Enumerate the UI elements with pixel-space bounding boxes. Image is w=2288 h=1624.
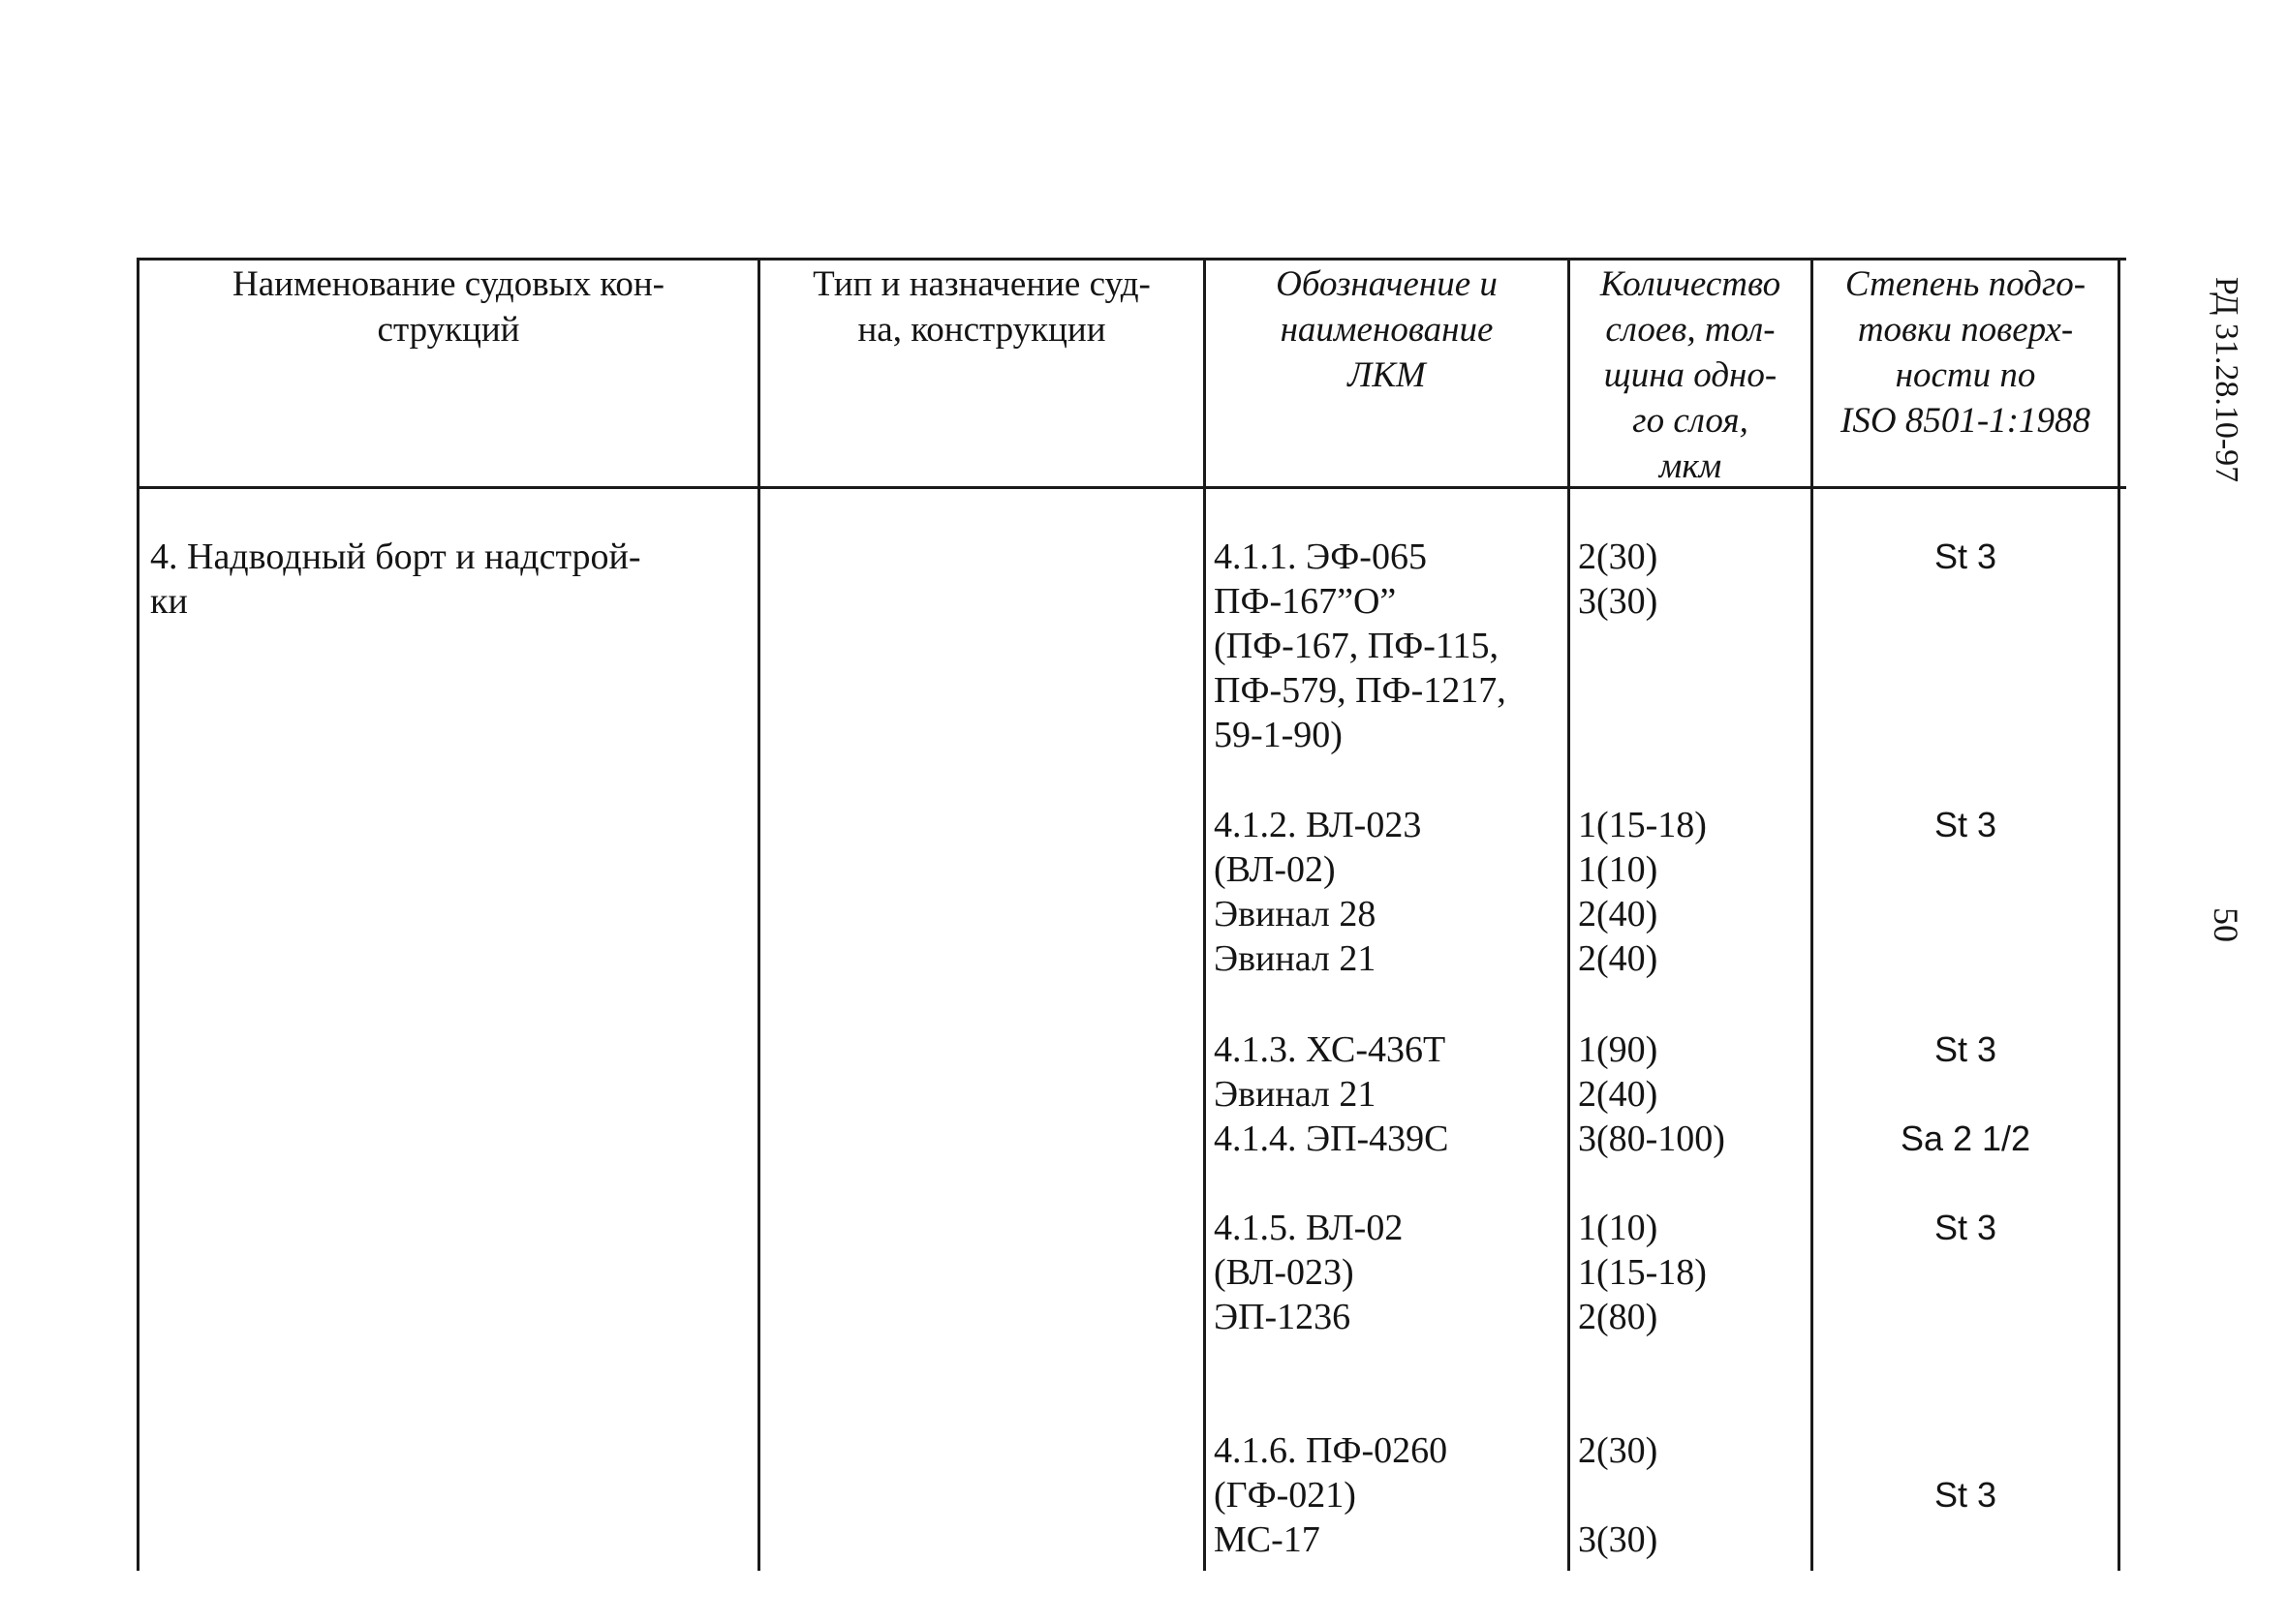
layer-entry: 2(30) 3(30): [1578, 536, 1658, 622]
material-entry: 4.1.6. ПФ-0260 (ГФ-021) МС-17: [1214, 1430, 1448, 1560]
column-divider: [758, 258, 760, 1571]
table-border-left: [137, 258, 139, 1571]
material-entry: 4.1.3. ХС-436Т Эвинал 21: [1214, 1029, 1446, 1115]
header-vessel-type: Тип и назначение суд- на, конструкции: [813, 264, 1151, 350]
header-layer-count: Количество слоев, тол- щина одно- го слоя, мкм: [1599, 264, 1781, 486]
layer-entry: 1(15-18) 1(10) 2(40) 2(40): [1578, 805, 1707, 979]
header-surface-prep: Степень подго- товки поверх- ности по ISO 8501-1:1988: [1840, 264, 2090, 441]
layer-entry: 1(90) 2(40): [1578, 1029, 1658, 1115]
surface-grade: Sa 2 1/2: [1900, 1118, 2031, 1158]
surface-grade: St 3: [1933, 1208, 1997, 1247]
material-entry: 4.1.5. ВЛ-02 (ВЛ-023) ЭП-1236: [1214, 1208, 1404, 1337]
header-separator: [137, 486, 2126, 489]
column-divider: [1203, 258, 1206, 1571]
surface-grade: St 3: [1933, 1475, 1997, 1515]
layer-entry: 2(30) 3(30): [1578, 1430, 1658, 1560]
header-structure-name: Наименование судовых кон- струкций: [232, 264, 665, 350]
surface-grade: St 3: [1933, 536, 1997, 576]
material-entry: 4.1.4. ЭП-439С: [1214, 1118, 1449, 1159]
layer-entry: 1(10) 1(15-18) 2(80): [1578, 1208, 1707, 1337]
material-entry: 4.1.2. ВЛ-023 (ВЛ-02) Эвинал 28 Эвинал 21: [1214, 805, 1422, 979]
page-number: 50: [2207, 907, 2245, 942]
table-border-right: [2118, 258, 2120, 1571]
coating-table: [137, 258, 2126, 1571]
material-entry: 4.1.1. ЭФ-065 ПФ-167”О” (ПФ-167, ПФ-115, ПФ-579, ПФ-1217, 59-1-90): [1214, 536, 1506, 755]
header-paint-material: Обозначение и наименование ЛКМ: [1276, 264, 1498, 395]
document-code: РД 31.28.10-97: [2209, 276, 2244, 483]
table-border-top: [137, 258, 2126, 260]
layer-entry: 3(80-100): [1578, 1118, 1725, 1159]
surface-grade: St 3: [1933, 805, 1997, 844]
section-label: 4. Надводный борт и надстрой- ки: [150, 536, 641, 622]
column-divider: [1810, 258, 1813, 1571]
surface-grade: St 3: [1933, 1029, 1997, 1069]
